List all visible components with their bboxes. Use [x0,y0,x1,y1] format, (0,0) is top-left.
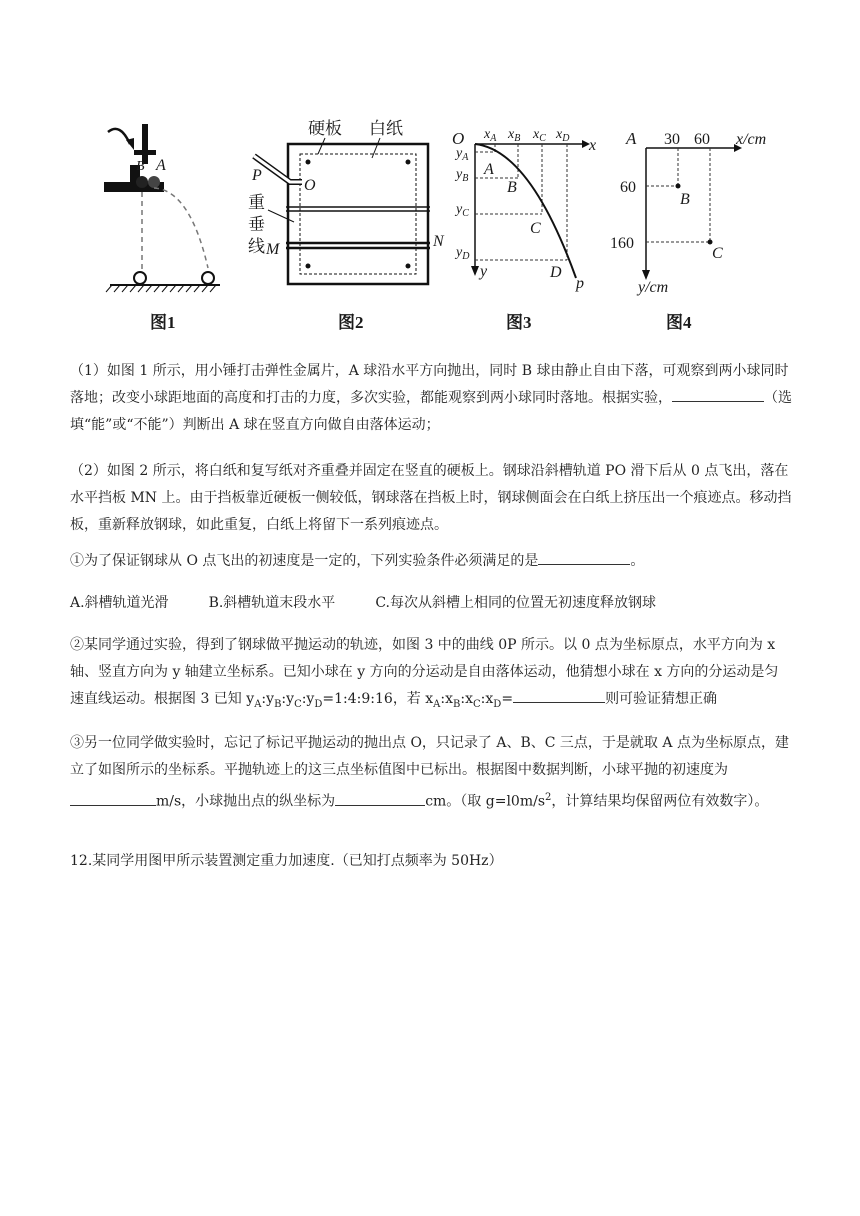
fig3-yd: $y_D$ [456,245,470,262]
fig3-point-c: C [530,220,541,237]
q2b-ratio-x: $x_A:x_B:x_C:x_D=$ [425,691,514,710]
q2a-text: ①为了保证钢球从 O 点飞出的初速度是一定的，下列实验条件必须满足的是 [70,553,539,569]
fig3-xc: $x_C$ [533,127,546,144]
q2b-text: ②某同学通过实验，得到了钢球做平抛运动的轨迹，如图 3 中的曲线 0P 所示。以 0 点为坐标原点，水平方向为 x 轴、竖直方向为 y 轴建立坐标系。已知小球在 y 方向的分运动是自由落体运动，他猜想小球在 x 方向的分运动是匀速直线运动。根据图 3 已知 [70,637,779,707]
figure-1 [104,124,220,332]
q2a-end: 。 [630,553,645,569]
figure-3 [452,127,596,332]
fig2-paper-label: 白纸 [369,119,403,138]
figure-strip-svg [90,110,790,342]
fig2-hardboard-label: 硬板 [308,119,342,138]
fig2-caption: 图2 [338,313,364,332]
q12-text: 12.某同学用图甲所示装置测定重力加速度.（已知打点频率为 50Hz） [70,853,503,869]
fig3-x-axis: x [589,137,597,154]
question-2-3 [70,730,792,816]
figure-strip [90,110,790,342]
fig3-point-a: A [484,161,494,178]
q2-text: （2）如图 2 所示，将白纸和复写纸对齐重叠并固定在竖直的硬板上。钢球沿斜槽轨道 PO 滑下后从 0 点飞出，落在水平挡板 MN 上。由于挡板靠近硬板一侧较低，钢球落在挡板上时，钢球侧面会在白纸上挤压出一个痕迹点。移动挡板，重新释放钢球，如此重复，白纸上将留下一系列痕迹点。 [70,463,792,533]
q1-text-1: （1）如图 1 所示，用小锤打击弹性金属片，A 球沿水平方向抛出，同时 B 球由静止自由下落，可观察到两小球同时落地；改变小球距地面的高度和打击的力度，多次实验，都能观察到两小球同时落地。根据实验， [70,363,789,406]
fig3-yb: $y_B$ [456,167,469,184]
fig1-caption: 图1 [150,313,176,332]
fig2-plumb-3: 线 [248,237,265,256]
fig1-label-b: B [136,159,145,174]
q1-answer-blank[interactable] [672,387,764,402]
q2c-text-1: ③另一位同学做实验时，忘记了标记平抛运动的抛出点 O，只记录了 A、B、C 三点，于是就取 A 点为坐标原点，建立了如图所示的坐标系。平抛轨迹上的这三点坐标值图中已标出。根据图中数据判断，小球平抛的初速度为 [70,735,789,778]
fig1-label-a: A [156,157,166,174]
fig2-label-o: O [304,177,316,194]
figure-4 [610,129,766,332]
fig4-y-160: 160 [610,235,634,252]
question-1 [70,358,792,439]
fig2-label-n: N [433,233,444,250]
white-paper [300,154,416,274]
q2c-sup: 2 [545,792,552,803]
fig2-label-m: M [266,241,280,258]
q2b-mid: ，若 [392,691,426,707]
q2a-option-b: B.斜槽轨道末段水平 [208,595,336,611]
fig4-point-b: B [680,191,690,208]
question-2-2 [70,632,792,718]
fig2-label-p: P [252,167,262,184]
fig3-yc: $y_C$ [456,202,469,219]
hammer-arrow-icon [108,129,130,144]
fig3-point-b: B [507,179,517,196]
q2c-text-2: ，计算结果均保留两位有效数字）。 [551,793,769,810]
question-2 [70,458,792,539]
q2b-end: 则可验证猜想正确 [605,691,718,707]
hardboard [288,144,428,284]
fig4-y-unit: y/cm [638,279,669,296]
fig3-point-p: p [576,275,584,292]
question-2-1 [70,548,792,575]
fig3-caption: 图3 [506,313,532,332]
fig2-plumb-2: 垂 [248,215,265,234]
fig3-y-axis: y [480,263,488,280]
q2c-ycoord-blank[interactable] [335,791,425,806]
fig4-caption: 图4 [666,313,692,332]
fig4-x-unit: x/cm [736,131,767,148]
q2b-answer-blank[interactable] [513,688,605,703]
fig4-point-a: A [626,129,637,148]
fig4-x-30: 30 [664,131,680,148]
q1-text-2: （选填“能”或“不能”）判断出 A 球在竖直方向做自由落体运动； [70,390,792,433]
fig3-xd: $x_D$ [556,127,570,144]
question-2-1-options [70,590,792,617]
q2a-option-a: A.斜槽轨道光滑 [70,595,169,611]
question-12 [70,848,792,875]
q2a-answer-blank[interactable] [538,550,630,565]
fig4-point-c: C [712,245,723,262]
ball-b-icon [136,176,148,188]
figure-2 [248,119,445,332]
q2c-unit-1: m/s，小球抛出点的纵坐标为 [156,793,336,810]
ball-a-icon [148,176,160,188]
fig3-xb: $x_B$ [508,127,521,144]
fig3-origin: O [452,129,465,148]
fig3-ya: $y_A$ [456,146,469,163]
fig4-x-60: 60 [694,131,710,148]
q2c-speed-blank[interactable] [70,791,156,806]
fig3-point-d: D [550,264,562,281]
fig2-plumb-1: 重 [248,193,265,212]
q2a-option-c: C.每次从斜槽上相同的位置无初速度释放钢球 [375,595,656,611]
q2c-unit-2: cm。（取 g=l0m/s [425,793,546,810]
fig4-y-60: 60 [620,179,636,196]
q2b-ratio-y: $y_A:y_B:y_C:y_D=1:4:9:16$ [246,691,393,710]
fig3-xa: $x_A$ [484,127,497,144]
